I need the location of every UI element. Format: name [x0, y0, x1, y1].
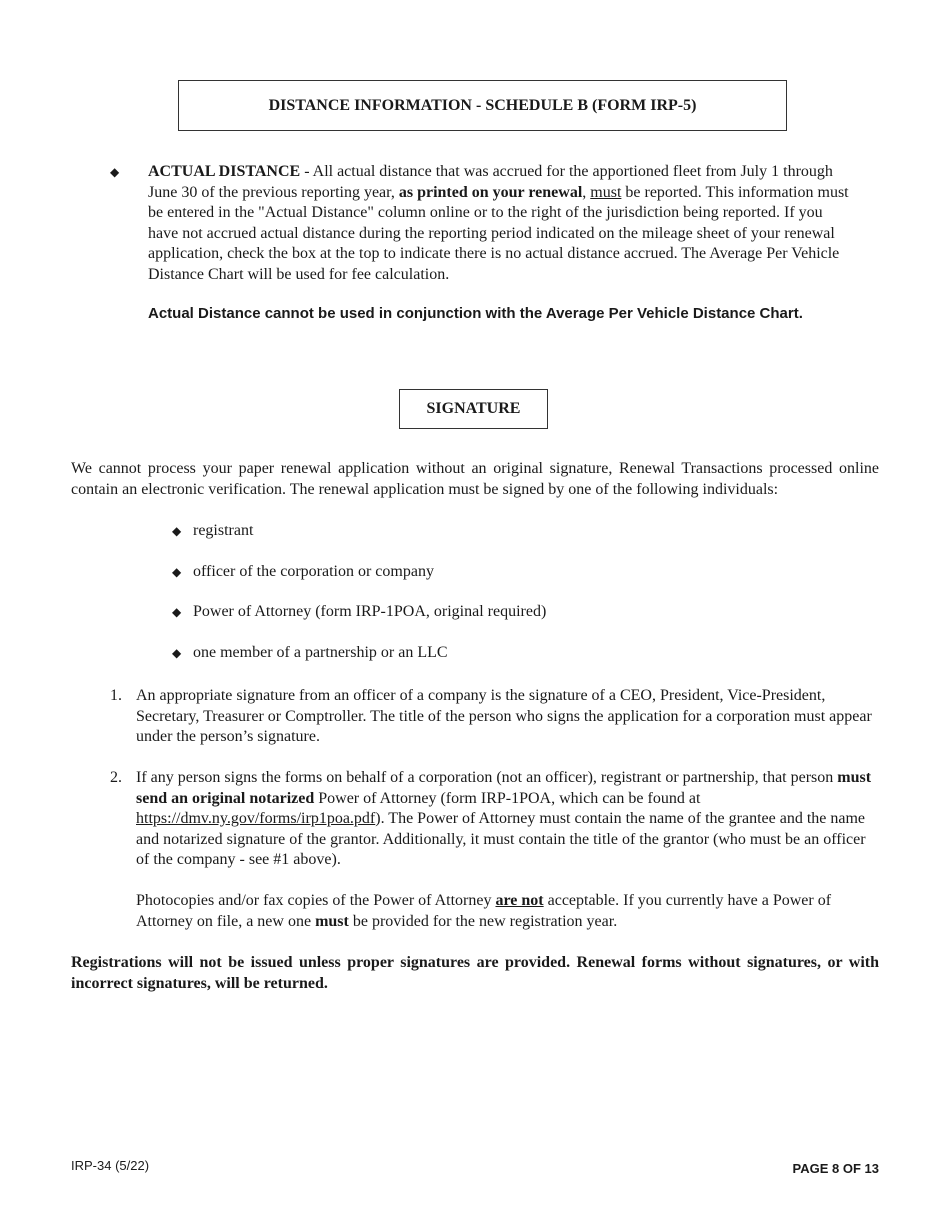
signature-intro: We cannot process your paper renewal application without an original signature, Renewal Transactions processed online contain an electronic verification. The renewal application must be signed by one of the following individuals: — [71, 460, 879, 498]
actual-distance-paragraph: ACTUAL DISTANCE - All actual distance that was accrued for the apportioned fleet from July 1 through June 30 of the previous reporting year, as printed on your renewal, must be reported. This information must be entered in the "Actual Distance" column online or to the right of the jurisdiction being reported. If you have not accrued actual distance during the reporting period indicated on the mileage sheet of your renewal application, check the box at the top to indicate there is no actual distance accrued. The Average Per Vehicle Distance Chart will be used for fee calculation. — [148, 163, 849, 283]
bullet-diamond-icon: ◆ — [172, 605, 182, 619]
actual-distance-label: ACTUAL DISTANCE — [148, 163, 301, 180]
actual-distance-note: Actual Distance cannot be used in conjunction with the Average Per Vehicle Distance Chart. — [148, 305, 803, 322]
section-title: DISTANCE INFORMATION - SCHEDULE B (FORM IRP-5) — [268, 97, 697, 114]
signature-title: SIGNATURE — [426, 400, 521, 417]
section-header-box — [178, 80, 787, 131]
photocopy-paragraph: Photocopies and/or fax copies of the Power of Attorney are not acceptable. If you currently have a Power of Attorney on file, a new one must be provided for the new registration year. — [136, 892, 832, 930]
item-number: 2. — [110, 769, 122, 786]
footer-page-number: PAGE 8 OF 13 — [792, 1161, 879, 1176]
poa-form-link[interactable]: https://dmv.ny.gov/forms/irp1poa.pdf — [136, 810, 376, 827]
list-item: officer of the corporation or company — [193, 563, 434, 580]
bullet-diamond-icon: ◆ — [172, 646, 182, 660]
item-number: 1. — [110, 687, 122, 704]
list-item: Power of Attorney (form IRP-1POA, original required) — [193, 603, 547, 620]
closing-warning: Registrations will not be issued unless proper signatures are provided. Renewal forms without signatures, or with incorrect signatures, will be returned. — [71, 954, 879, 992]
numbered-item-power-of-attorney: If any person signs the forms on behalf of a corporation (not an officer), registrant or partnership, that person must send an original notarized Power of Attorney (form IRP-1POA, which can be found at https://dmv.ny.gov/forms/irp1poa.pdf). The Power of Attorney must contain the name of the grantee and the name and notarized signature of the grantor. Additionally, it must contain the title of the grantor (who must be an officer of the company - see #1 above). — [136, 769, 872, 868]
list-item: one member of a partnership or an LLC — [193, 644, 448, 661]
numbered-item-officer: An appropriate signature from an officer of a company is the signature of a CEO, President, Vice-President, Secretary, Treasurer or Comptroller. The title of the person who signs the application for a corporation must appear under the person’s signature. — [136, 687, 872, 745]
bullet-diamond-icon: ◆ — [110, 165, 120, 179]
signature-header-box — [399, 389, 548, 429]
footer-form-id: IRP-34 (5/22) — [71, 1158, 150, 1173]
list-item: registrant — [193, 522, 254, 539]
bullet-diamond-icon: ◆ — [172, 524, 182, 538]
bullet-diamond-icon: ◆ — [172, 565, 182, 579]
